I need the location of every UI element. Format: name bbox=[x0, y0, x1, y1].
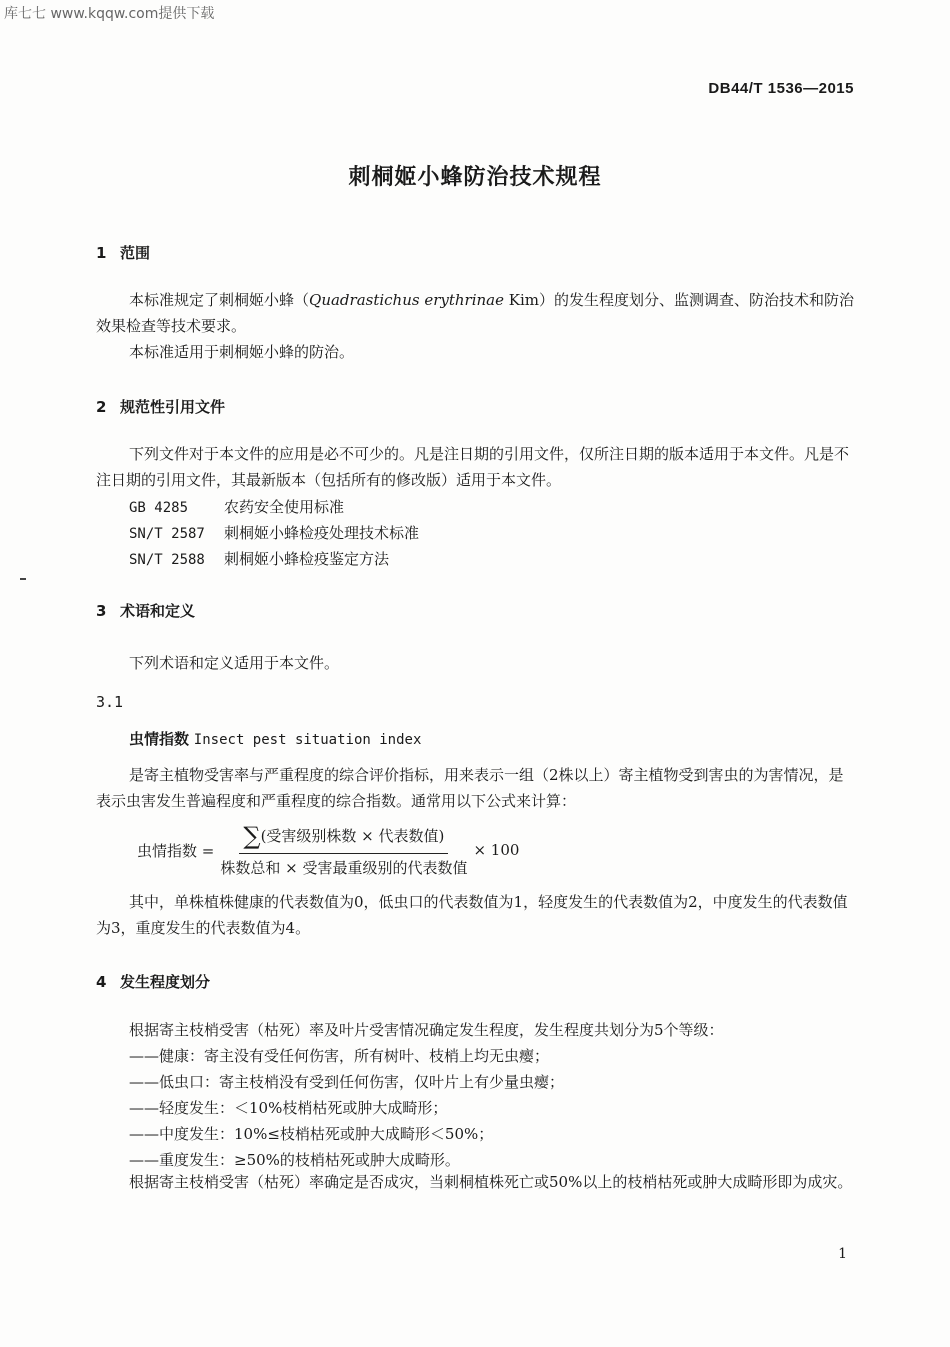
section-1-heading bbox=[96, 242, 150, 263]
document-number: DB44/T 1536—2015 bbox=[708, 80, 854, 97]
term-definition: 是寄主植物受害率与严重程度的综合评价指标，用来表示一组（2株以上）寄主植物受到害虫的为害情况，是表示虫害发生普遍程度和严重程度的综合指数。通常用以下公式来计算： bbox=[96, 766, 844, 810]
list-item: ——中度发生：10%≤枝梢枯死或肿大成畸形＜50%； bbox=[129, 1125, 494, 1143]
reference-code: SN/T 2587 bbox=[129, 526, 205, 542]
section-number: 1 bbox=[96, 244, 107, 262]
formula-multiplier: × 100 bbox=[473, 841, 520, 859]
list-item: ——低虫口：寄主枝梢没有受到任何伤害，仅叶片上有少量虫瘿； bbox=[129, 1073, 565, 1091]
reference-item bbox=[129, 522, 419, 543]
list-item: ——轻度发生：＜10%枝梢枯死或肿大成畸形； bbox=[129, 1099, 448, 1117]
section-2-heading bbox=[96, 396, 225, 417]
section-4-heading bbox=[96, 971, 210, 992]
reference-name: 刺桐姬小蜂检疫鉴定方法 bbox=[224, 550, 390, 568]
section-2-paragraph-1: 下列文件对于本文件的应用是必不可少的。凡是注日期的引用文件，仅所注日期的版本适用于本文件。凡是不注日期的引用文件，其最新版本（包括所有的修改版）适用于本文件。 bbox=[96, 445, 850, 489]
reference-name: 刺桐姬小蜂检疫处理技术标准 bbox=[224, 524, 420, 542]
term-chinese: 虫情指数 bbox=[129, 730, 190, 748]
list-item: ——健康：寄主没有受任何伤害，所有树叶、枝梢上均无虫瘿； bbox=[129, 1047, 550, 1065]
subsection-number: 3.1 bbox=[96, 693, 124, 711]
section-number: 2 bbox=[96, 398, 107, 416]
section-1-paragraph-1: 本标准规定了刺桐姬小蜂（Quadrastichus erythrinae Kim）的发生程度划分、监测调查、防治技术和防治效果检查等技术要求。 bbox=[96, 291, 855, 335]
reference-name: 农药安全使用标准 bbox=[224, 498, 345, 516]
latin-species-name: Quadrastichus erythrinae bbox=[309, 291, 505, 309]
scan-mark bbox=[20, 578, 26, 580]
watermark-text: 库七七 www.kqqw.com提供下载 bbox=[4, 6, 215, 22]
section-title: 范围 bbox=[120, 244, 151, 262]
formula-fraction bbox=[220, 822, 467, 878]
section-number: 4 bbox=[96, 973, 107, 991]
reference-item bbox=[129, 496, 344, 517]
formula-numerator: ∑(受害级别株数 × 代表数值) bbox=[239, 822, 448, 854]
section-4-paragraph-2: 根据寄主枝梢受害（枯死）率确定是否成灾，当刺桐植株死亡或50%以上的枝梢枯死或肿大成畸形即为成灾。 bbox=[129, 1173, 853, 1191]
page-number: 1 bbox=[838, 1246, 847, 1262]
section-title: 规范性引用文件 bbox=[120, 398, 226, 416]
formula-lhs: 虫情指数 = bbox=[137, 841, 215, 860]
reference-code: GB 4285 bbox=[129, 500, 189, 516]
section-4-paragraph-1: 根据寄主枝梢受害（枯死）率及叶片受害情况确定发生程度，发生程度共划分为5个等级： bbox=[129, 1021, 724, 1039]
insect-index-formula bbox=[137, 822, 519, 878]
list-item: ——重度发生：≥50%的枝梢枯死或肿大成畸形。 bbox=[129, 1151, 460, 1169]
sum-symbol: ∑ bbox=[243, 822, 261, 850]
section-title: 术语和定义 bbox=[120, 602, 196, 620]
section-title: 发生程度划分 bbox=[120, 973, 211, 991]
reference-code: SN/T 2588 bbox=[129, 552, 205, 568]
formula-denominator: 株数总和 × 受害最重级别的代表数值 bbox=[220, 859, 468, 877]
page-title: 刺桐姬小蜂防治技术规程 bbox=[348, 165, 602, 190]
section-number: 3 bbox=[96, 602, 107, 620]
section-3-paragraph-1: 下列术语和定义适用于本文件。 bbox=[129, 654, 340, 672]
reference-item bbox=[129, 548, 389, 569]
section-1-paragraph-2: 本标准适用于刺桐姬小蜂的防治。 bbox=[129, 343, 355, 361]
section-3-heading bbox=[96, 600, 195, 621]
formula-note: 其中，单株植株健康的代表数值为0，低虫口的代表数值为1，轻度发生的代表数值为2，中度发生的代表数值为3，重度发生的代表数值为4。 bbox=[96, 893, 848, 937]
term-english: Insect pest situation index bbox=[193, 732, 422, 748]
term-heading bbox=[129, 728, 421, 749]
